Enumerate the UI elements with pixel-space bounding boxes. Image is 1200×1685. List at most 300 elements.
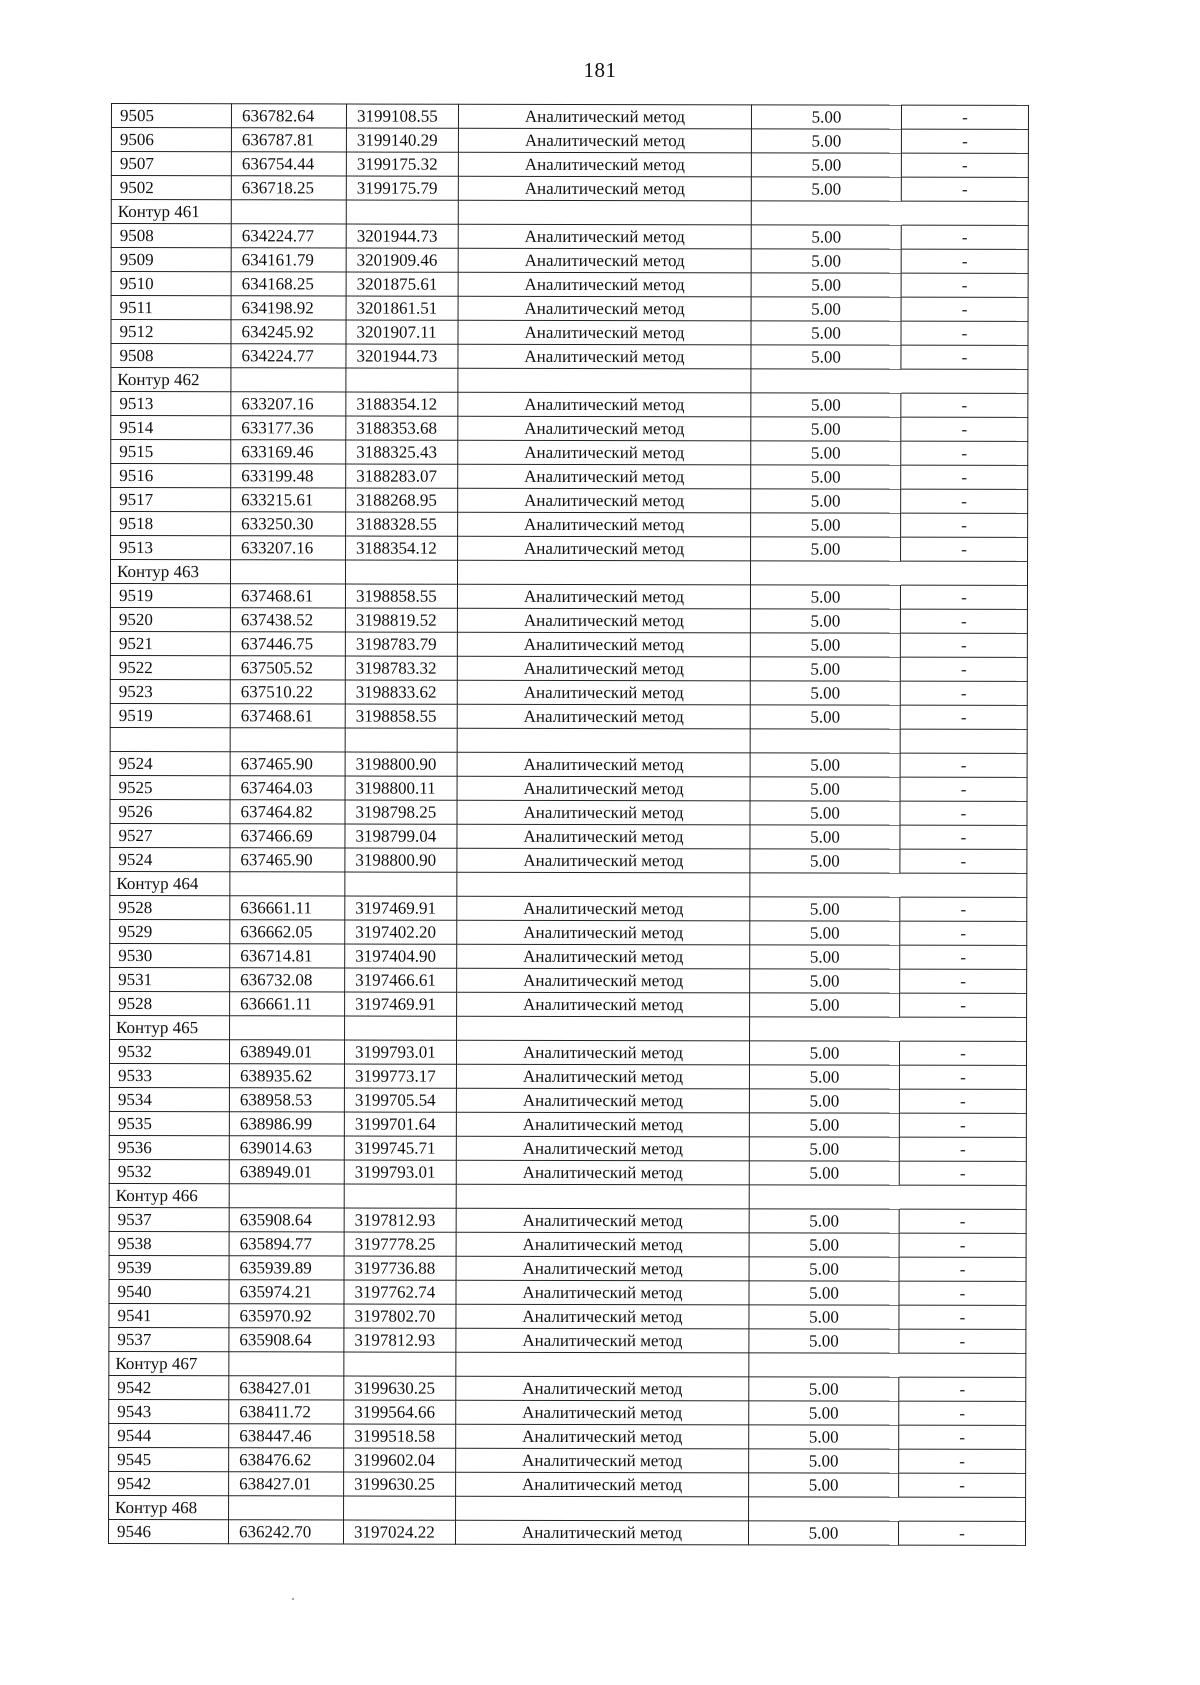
table-row [111, 152, 1028, 178]
y-coordinate-cell: 3199793.01 [344, 1160, 456, 1184]
method-cell: Аналитический метод [455, 1520, 748, 1545]
table-row [110, 823, 1027, 849]
method-cell: Аналитический метод [458, 464, 751, 489]
table-row [109, 1255, 1026, 1281]
x-coordinate-cell: 637510.22 [230, 680, 345, 704]
accuracy-cell: 5.00 [751, 417, 901, 441]
y-coordinate-cell: 3201907.11 [346, 320, 458, 344]
point-id-cell: 9519 [110, 584, 230, 608]
contour-header-row [109, 1351, 1026, 1377]
method-cell: Аналитический метод [458, 416, 751, 441]
method-cell: Аналитический метод [458, 536, 751, 561]
description-cell: - [899, 1113, 1026, 1137]
point-id-cell: 9505 [111, 104, 231, 128]
description-cell: - [901, 441, 1028, 465]
x-coordinate-cell: 637465.90 [230, 848, 345, 872]
empty-cell [456, 1352, 749, 1377]
table-row [110, 895, 1027, 921]
description-cell: - [900, 993, 1027, 1017]
accuracy-cell: 5.00 [749, 1401, 899, 1425]
contour-label: Контур 468 [109, 1495, 229, 1519]
accuracy-cell: 5.00 [751, 393, 901, 417]
y-coordinate-cell: 3198800.90 [345, 848, 457, 872]
table-row [111, 512, 1028, 538]
method-cell: Аналитический метод [457, 776, 750, 801]
y-coordinate-cell: 3197802.70 [344, 1304, 456, 1328]
table-row [110, 679, 1027, 705]
x-coordinate-cell: 634168.25 [231, 272, 346, 296]
description-cell: - [900, 969, 1027, 993]
description-cell: - [899, 1473, 1026, 1497]
table-row [109, 1087, 1026, 1113]
table-row [109, 1471, 1026, 1497]
method-cell: Аналитический метод [456, 1160, 749, 1185]
point-id-cell: 9502 [111, 176, 231, 200]
point-id-cell: 9537 [109, 1207, 229, 1231]
x-coordinate-cell: 635894.77 [229, 1232, 344, 1256]
table-row [110, 775, 1027, 801]
y-coordinate-cell: 3199745.71 [344, 1136, 456, 1160]
y-coordinate-cell: 3188354.12 [346, 392, 458, 416]
x-coordinate-cell: 636661.11 [230, 992, 345, 1016]
point-id-cell: 9539 [109, 1255, 229, 1279]
page-number: 181 [583, 58, 617, 82]
description-cell: - [901, 321, 1028, 345]
y-coordinate-cell: 3201861.51 [346, 296, 458, 320]
description-cell: - [900, 945, 1027, 969]
description-cell: - [901, 249, 1028, 273]
point-id-cell: 9515 [111, 440, 231, 464]
method-cell: Аналитический метод [458, 488, 751, 513]
description-cell: - [899, 1281, 1026, 1305]
point-id-cell: 9538 [109, 1231, 229, 1255]
accuracy-cell: 5.00 [749, 1281, 899, 1305]
accuracy-cell: 5.00 [751, 225, 901, 249]
method-cell: Аналитический метод [457, 944, 750, 969]
table-row [110, 584, 1027, 610]
table-row [111, 320, 1028, 346]
point-id-cell: 9525 [110, 775, 230, 799]
y-coordinate-cell: 3199602.04 [344, 1448, 456, 1472]
description-cell: - [900, 897, 1027, 921]
description-cell: - [901, 153, 1028, 177]
empty-cell [750, 1017, 900, 1041]
empty-cell [456, 1184, 749, 1209]
empty-cell [751, 201, 901, 225]
accuracy-cell: 5.00 [750, 681, 900, 705]
point-id-cell: 9508 [111, 224, 231, 248]
accuracy-cell: 5.00 [749, 1257, 899, 1281]
empty-cell [457, 728, 750, 753]
empty-cell [457, 1016, 750, 1041]
empty-cell [231, 200, 346, 224]
point-id-cell: 9524 [110, 751, 230, 775]
point-id-cell: 9544 [109, 1423, 229, 1447]
empty-cell [900, 1017, 1027, 1041]
y-coordinate-cell: 3188325.43 [346, 440, 458, 464]
description-cell: - [900, 753, 1027, 777]
accuracy-cell: 5.00 [749, 1473, 899, 1497]
method-cell: Аналитический метод [456, 1304, 749, 1329]
description-cell: - [899, 1041, 1026, 1065]
method-cell: Аналитический метод [456, 1208, 749, 1233]
method-cell: Аналитический метод [456, 1280, 749, 1305]
point-id-cell: 9542 [109, 1375, 229, 1399]
method-cell: Аналитический метод [457, 704, 750, 729]
method-cell: Аналитический метод [457, 752, 750, 777]
accuracy-cell: 5.00 [751, 321, 901, 345]
x-coordinate-cell: 638935.62 [229, 1064, 344, 1088]
empty-cell [231, 368, 346, 392]
contour-label: Контур 462 [111, 368, 231, 392]
x-coordinate-cell: 636718.25 [231, 176, 346, 200]
table-row [109, 1447, 1026, 1473]
x-coordinate-cell: 636662.05 [230, 920, 345, 944]
accuracy-cell: 5.00 [751, 129, 901, 153]
accuracy-cell: 5.00 [750, 609, 900, 633]
point-id-cell: 9509 [111, 248, 231, 272]
empty-cell [749, 1497, 899, 1521]
x-coordinate-cell: 633215.61 [231, 488, 346, 512]
point-id-cell: 9529 [110, 919, 230, 943]
method-cell: Аналитический метод [457, 608, 750, 633]
method-cell: Аналитический метод [458, 344, 751, 369]
x-coordinate-cell: 638427.01 [229, 1376, 344, 1400]
accuracy-cell: 5.00 [749, 1425, 899, 1449]
x-coordinate-cell: 637468.61 [230, 704, 345, 728]
x-coordinate-cell: 637468.61 [230, 584, 345, 608]
accuracy-cell: 5.00 [749, 1305, 899, 1329]
y-coordinate-cell: 3197736.88 [344, 1256, 456, 1280]
description-cell: - [901, 129, 1028, 153]
empty-cell [110, 727, 230, 751]
method-cell: Аналитический метод [456, 1328, 749, 1353]
description-cell: - [899, 1089, 1026, 1113]
table-row [111, 224, 1028, 250]
table-row [111, 296, 1028, 322]
y-coordinate-cell: 3198858.55 [345, 704, 457, 728]
accuracy-cell: 5.00 [751, 177, 901, 201]
accuracy-cell: 5.00 [751, 441, 901, 465]
table-row [111, 416, 1028, 442]
table-row [109, 1039, 1026, 1065]
empty-cell [750, 561, 900, 585]
table-row [111, 176, 1028, 202]
point-id-cell: 9530 [110, 943, 230, 967]
point-id-cell: 9531 [110, 967, 230, 991]
accuracy-cell: 5.00 [751, 345, 901, 369]
x-coordinate-cell: 638949.01 [229, 1160, 344, 1184]
table-row [110, 631, 1027, 657]
description-cell: - [899, 1209, 1026, 1233]
y-coordinate-cell: 3197402.20 [345, 920, 457, 944]
y-coordinate-cell: 3188283.07 [346, 464, 458, 488]
empty-cell [345, 560, 457, 584]
y-coordinate-cell: 3188328.55 [346, 512, 458, 536]
description-cell: - [899, 1449, 1026, 1473]
contour-header-row [110, 871, 1027, 897]
accuracy-cell: 5.00 [751, 465, 901, 489]
contour-label: Контур 466 [109, 1183, 229, 1207]
accuracy-cell: 5.00 [750, 969, 900, 993]
table-row [110, 655, 1027, 681]
point-id-cell: 9517 [111, 488, 231, 512]
point-id-cell: 9545 [109, 1447, 229, 1471]
description-cell: - [901, 537, 1028, 561]
accuracy-cell: 5.00 [749, 1161, 899, 1185]
y-coordinate-cell: 3199175.79 [346, 176, 458, 200]
contour-label: Контур 465 [110, 1015, 230, 1039]
contour-header-row [111, 200, 1028, 226]
y-coordinate-cell: 3188353.68 [346, 416, 458, 440]
description-cell: - [899, 1401, 1026, 1425]
point-id-cell: 9511 [111, 296, 231, 320]
table-row [111, 536, 1028, 562]
contour-label: Контур 464 [110, 871, 230, 895]
method-cell: Аналитический метод [457, 656, 750, 681]
x-coordinate-cell: 634224.77 [231, 344, 346, 368]
y-coordinate-cell: 3198783.32 [345, 656, 457, 680]
point-id-cell: 9527 [110, 823, 230, 847]
y-coordinate-cell: 3199793.01 [344, 1040, 456, 1064]
point-id-cell: 9546 [108, 1519, 228, 1543]
point-id-cell: 9528 [110, 895, 230, 919]
table-row [110, 703, 1027, 729]
x-coordinate-cell: 634245.92 [231, 320, 346, 344]
x-coordinate-cell: 635908.64 [229, 1208, 344, 1232]
method-cell: Аналитический метод [456, 1448, 749, 1473]
point-id-cell: 9534 [109, 1087, 229, 1111]
point-id-cell: 9541 [109, 1303, 229, 1327]
empty-cell [230, 1016, 345, 1040]
accuracy-cell: 5.00 [751, 249, 901, 273]
method-cell: Аналитический метод [456, 1424, 749, 1449]
table-row [109, 1111, 1026, 1137]
y-coordinate-cell: 3197762.74 [344, 1280, 456, 1304]
accuracy-cell: 5.00 [749, 1233, 899, 1257]
method-cell: Аналитический метод [457, 968, 750, 993]
y-coordinate-cell: 3198819.52 [345, 608, 457, 632]
method-cell: Аналитический метод [456, 1088, 749, 1113]
empty-cell [229, 1184, 344, 1208]
accuracy-cell: 5.00 [750, 897, 900, 921]
point-id-cell: 9533 [109, 1063, 229, 1087]
point-id-cell: 9518 [111, 512, 231, 536]
y-coordinate-cell: 3197404.90 [345, 944, 457, 968]
y-coordinate-cell: 3188354.12 [346, 536, 458, 560]
accuracy-cell: 5.00 [749, 1377, 899, 1401]
x-coordinate-cell: 636242.70 [228, 1520, 343, 1544]
description-cell: - [901, 489, 1028, 513]
accuracy-cell: 5.00 [749, 1209, 899, 1233]
point-id-cell: 9510 [111, 272, 231, 296]
point-id-cell: 9523 [110, 679, 230, 703]
empty-cell [899, 1185, 1026, 1209]
empty-cell [457, 560, 750, 585]
point-id-cell: 9520 [110, 607, 230, 631]
point-id-cell: 9514 [111, 416, 231, 440]
point-id-cell: 9542 [109, 1471, 229, 1495]
x-coordinate-cell: 638411.72 [229, 1400, 344, 1424]
point-id-cell: 9543 [109, 1399, 229, 1423]
method-cell: Аналитический метод [457, 800, 750, 825]
method-cell: Аналитический метод [457, 632, 750, 657]
method-cell: Аналитический метод [457, 824, 750, 849]
x-coordinate-cell: 634198.92 [231, 296, 346, 320]
y-coordinate-cell: 3198798.25 [345, 800, 457, 824]
method-cell: Аналитический метод [458, 152, 751, 177]
accuracy-cell: 5.00 [750, 585, 900, 609]
x-coordinate-cell: 637464.82 [230, 800, 345, 824]
description-cell: - [900, 705, 1027, 729]
description-cell: - [901, 417, 1028, 441]
description-cell: - [899, 1161, 1026, 1185]
method-cell: Аналитический метод [457, 896, 750, 921]
empty-cell [230, 728, 345, 752]
method-cell: Аналитический метод [456, 1256, 749, 1281]
accuracy-cell: 5.00 [751, 489, 901, 513]
empty-cell [345, 872, 457, 896]
empty-cell [230, 872, 345, 896]
x-coordinate-cell: 637464.03 [230, 776, 345, 800]
x-coordinate-cell: 637438.52 [230, 608, 345, 632]
description-cell: - [898, 1521, 1025, 1545]
contour-label: Контур 467 [109, 1351, 229, 1375]
y-coordinate-cell: 3201909.46 [346, 248, 458, 272]
accuracy-cell: 5.00 [749, 1113, 899, 1137]
contour-header-row [109, 1495, 1026, 1521]
empty-cell [901, 369, 1028, 393]
method-cell: Аналитический метод [456, 1376, 749, 1401]
y-coordinate-cell: 3199175.32 [346, 152, 458, 176]
point-id-cell: 9512 [111, 320, 231, 344]
x-coordinate-cell: 633199.48 [231, 464, 346, 488]
table-row [110, 607, 1027, 633]
table-row [109, 1327, 1026, 1353]
x-coordinate-cell: 637446.75 [230, 632, 345, 656]
empty-cell [345, 728, 457, 752]
table-row [109, 1135, 1026, 1161]
description-cell: - [899, 1425, 1026, 1449]
y-coordinate-cell: 3201944.73 [346, 344, 458, 368]
accuracy-cell: 5.00 [750, 825, 900, 849]
x-coordinate-cell: 636787.81 [231, 128, 346, 152]
table-row [110, 967, 1027, 993]
y-coordinate-cell: 3198833.62 [345, 680, 457, 704]
point-id-cell: 9540 [109, 1279, 229, 1303]
contour-header-row [111, 368, 1028, 394]
description-cell: - [900, 849, 1027, 873]
x-coordinate-cell: 639014.63 [229, 1136, 344, 1160]
point-id-cell: 9508 [111, 344, 231, 368]
x-coordinate-cell: 638949.01 [229, 1040, 344, 1064]
table-row [110, 751, 1027, 777]
description-cell: - [899, 1305, 1026, 1329]
x-coordinate-cell: 635939.89 [229, 1256, 344, 1280]
method-cell: Аналитический метод [457, 920, 750, 945]
y-coordinate-cell: 3197812.93 [344, 1208, 456, 1232]
y-coordinate-cell: 3197469.91 [345, 992, 457, 1016]
x-coordinate-cell: 634224.77 [231, 224, 346, 248]
method-cell: Аналитический метод [458, 128, 751, 153]
method-cell: Аналитический метод [458, 224, 751, 249]
accuracy-cell: 5.00 [749, 1065, 899, 1089]
scan-artifact [292, 1598, 294, 1600]
description-cell: - [900, 633, 1027, 657]
description-cell: - [901, 513, 1028, 537]
y-coordinate-cell: 3201875.61 [346, 272, 458, 296]
point-id-cell: 9506 [111, 128, 231, 152]
description-cell: - [901, 465, 1028, 489]
empty-cell [899, 1353, 1026, 1377]
y-coordinate-cell: 3199701.64 [344, 1112, 456, 1136]
table-row [110, 919, 1027, 945]
x-coordinate-cell: 638427.01 [229, 1472, 344, 1496]
point-id-cell: 9513 [111, 392, 231, 416]
empty-cell [344, 1184, 456, 1208]
point-id-cell: 9532 [109, 1159, 229, 1183]
description-cell: - [900, 825, 1027, 849]
description-cell: - [899, 1257, 1026, 1281]
description-cell: - [899, 1065, 1026, 1089]
table-row [108, 1519, 1025, 1545]
y-coordinate-cell: 3199140.29 [346, 128, 458, 152]
description-cell: - [901, 393, 1028, 417]
x-coordinate-cell: 638958.53 [229, 1088, 344, 1112]
y-coordinate-cell: 3199630.25 [344, 1472, 456, 1496]
method-cell: Аналитический метод [456, 1064, 749, 1089]
x-coordinate-cell: 637465.90 [230, 752, 345, 776]
empty-cell [900, 729, 1027, 753]
x-coordinate-cell: 636754.44 [231, 152, 346, 176]
y-coordinate-cell: 3198800.90 [345, 752, 457, 776]
empty-cell [458, 368, 751, 393]
accuracy-cell: 5.00 [751, 537, 901, 561]
description-cell: - [900, 681, 1027, 705]
empty-cell [901, 201, 1028, 225]
table-row [109, 1231, 1026, 1257]
accuracy-cell: 5.00 [750, 945, 900, 969]
point-id-cell: 9536 [109, 1135, 229, 1159]
coordinates-table-body [108, 104, 1028, 1546]
method-cell: Аналитический метод [457, 992, 750, 1017]
point-id-cell: 9519 [110, 703, 230, 727]
table-row [109, 1399, 1026, 1425]
point-id-cell: 9524 [110, 847, 230, 871]
empty-cell [229, 1352, 344, 1376]
accuracy-cell: 5.00 [748, 1521, 898, 1545]
x-coordinate-cell: 637466.69 [230, 824, 345, 848]
empty-cell [346, 368, 458, 392]
accuracy-cell: 5.00 [750, 753, 900, 777]
empty-cell [750, 873, 900, 897]
method-cell: Аналитический метод [456, 1472, 749, 1497]
method-cell: Аналитический метод [458, 104, 751, 129]
empty-cell [230, 560, 345, 584]
point-id-cell: 9526 [110, 799, 230, 823]
x-coordinate-cell: 635970.92 [229, 1304, 344, 1328]
table-row [111, 488, 1028, 514]
table-row [109, 1063, 1026, 1089]
description-cell: - [901, 345, 1028, 369]
contour-header-row [109, 1183, 1026, 1209]
y-coordinate-cell: 3188268.95 [346, 488, 458, 512]
empty-cell [749, 1353, 899, 1377]
x-coordinate-cell: 638986.99 [229, 1112, 344, 1136]
y-coordinate-cell: 3197812.93 [344, 1328, 456, 1352]
method-cell: Аналитический метод [458, 248, 751, 273]
accuracy-cell: 5.00 [749, 1041, 899, 1065]
